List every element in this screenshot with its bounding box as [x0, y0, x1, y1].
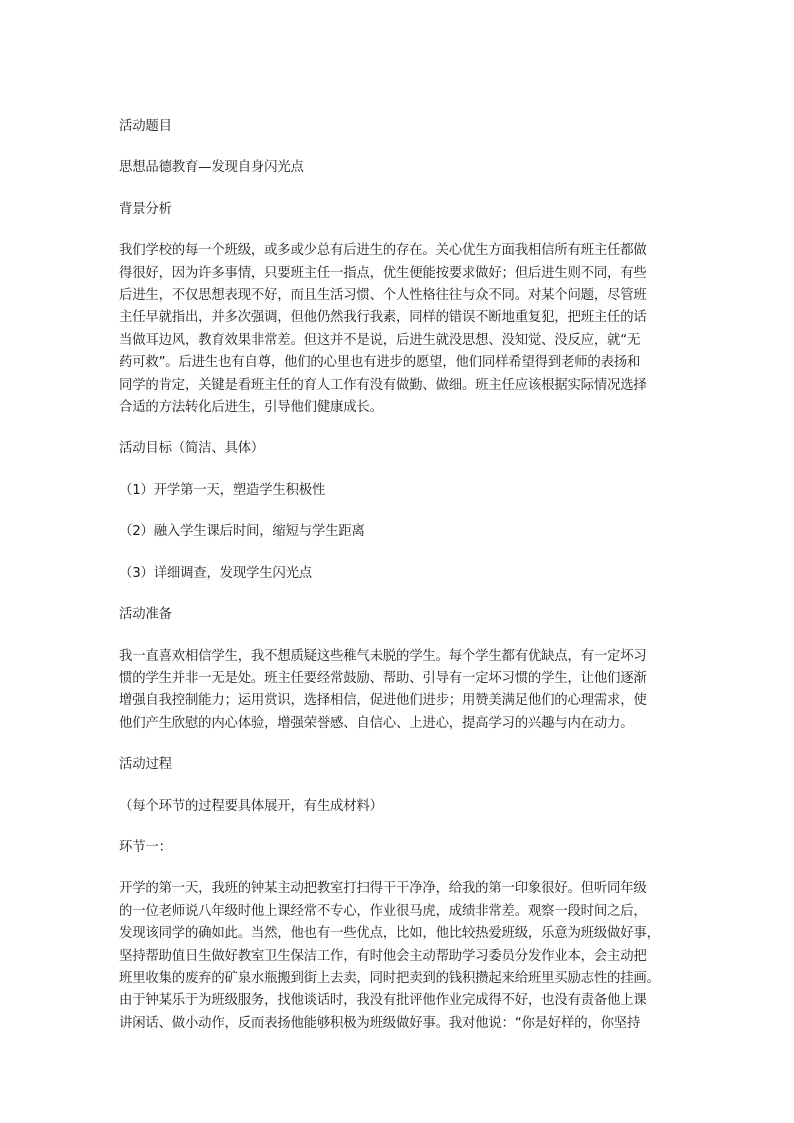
text-line: 增强自我控制能力；运用赏识，选择相信，促进他们进步；用赞美满足他们的心理需求，使: [119, 693, 647, 709]
document-page: [119, 116, 679, 1054]
heading-process: 活动过程: [119, 757, 172, 773]
heading-step-one: 环节一：: [119, 839, 172, 855]
text-line: 合适的方法转化后进生，引导他们健康成长。: [119, 400, 383, 416]
text-line: 后进生，不仅思想表现不好，而且生活习惯、个人性格往往与众不同。对某个问题，尽管班: [119, 288, 647, 304]
text-line: 同学的肯定，关键是看班主任的育人工作有没有做勤、做细。班主任应该根据实际情况选择: [119, 377, 647, 393]
text-line: 讲闲话、做小动作，反而表扬他能够积极为班级做好事。我对他说：“你是好样的，你坚持: [119, 1015, 641, 1031]
text-line: 当做耳边风，教育效果非常差。但这并不是说，后进生就没思想、没知觉、没反应，就“无: [119, 332, 641, 348]
step-one-paragraph: [119, 878, 679, 1035]
heading-preparation: 活动准备: [119, 607, 172, 623]
goal-item: （1）开学第一天，塑造学生积极性: [119, 482, 326, 498]
text-line: 坚持帮助值日生做好教室卫生保洁工作，有时他会主动帮助学习委员分发作业本，会主动把: [119, 948, 647, 964]
text-line: 班里收集的废弃的矿泉水瓶搬到街上去卖，同时把卖到的钱积攒起来给班里买励志性的挂画。: [119, 970, 660, 986]
text-line: 的一位老师说八年级时他上课经常不专心，作业很马虎，成绩非常差。观察一段时间之后，: [119, 903, 647, 919]
heading-activity-title: 活动题目: [119, 119, 172, 134]
goal-item: （3）详细调查，发现学生闪光点: [119, 565, 312, 581]
text-line: 由于钟某乐于为班级服务，找他谈话时，我没有批评他作业完成得不好，也没有责备他上课: [119, 993, 647, 1009]
goal-item: （2）融入学生课后时间，缩短与学生距离: [119, 524, 365, 540]
background-paragraph: [119, 240, 679, 419]
text-line: 我一直喜欢相信学生，我不想质疑这些稚气未脱的学生。每个学生都有优缺点，有一定坏习: [119, 648, 647, 664]
preparation-paragraph: [119, 646, 679, 736]
text-line: 得很好，因为许多事情，只要班主任一指点，优生便能按要求做好；但后进生则不同，有些: [119, 265, 647, 281]
text-line: 惯的学生并非一无是处。班主任要经常鼓励、帮助、引导有一定坏习惯的学生，让他们逐渐: [119, 670, 647, 686]
heading-background: 背景分析: [119, 201, 172, 217]
text-line: 开学的第一天，我班的钟某主动把教室打扫得干干净净，给我的第一印象很好。但听同年级: [119, 881, 647, 897]
text-line: 主任早就指出，并多次强调，但他仍然我行我素，同样的错误不断地重复犯，把班主任的话: [119, 310, 647, 326]
text-line: 我们学校的每一个班级，或多或少总有后进生的存在。关心优生方面我相信所有班主任都做: [119, 243, 647, 259]
heading-goals: 活动目标（简洁、具体）: [119, 441, 265, 457]
text-line: 他们产生欣慰的内心体验，增强荣誉感、自信心、上进心，提高学习的兴趣与内在动力。: [119, 715, 634, 731]
activity-title-value: 思想品德教育—发现自身闪光点: [119, 160, 304, 176]
process-note: （每个环节的过程要具体展开，有生成材料）: [119, 798, 383, 814]
text-line: 药可救”。后进生也有自尊，他们的心里也有进步的愿望，他们同样希望得到老师的表扬和: [119, 355, 641, 371]
text-line: 发现该同学的确如此。当然，他也有一些优点，比如，他比较热爱班级，乐意为班级做好事，: [119, 926, 660, 942]
